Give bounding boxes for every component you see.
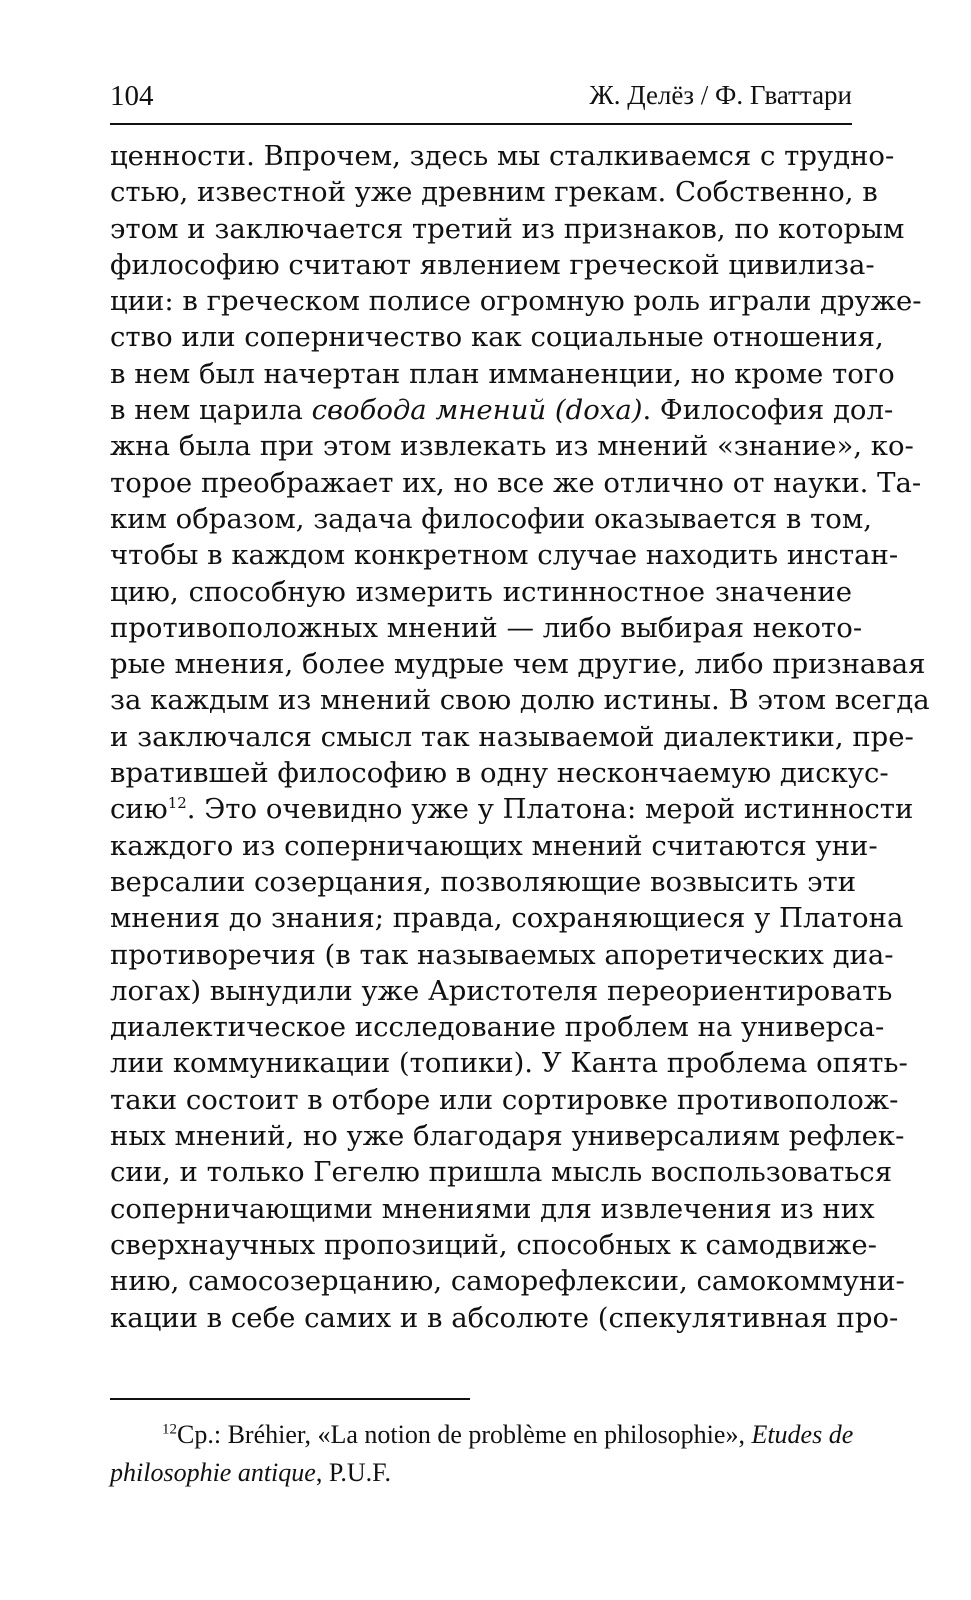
text-line [110, 1082, 899, 1118]
footnote-text: Ср.: Bréhier, «La notion de problème en philosophie», [177, 1420, 752, 1449]
text-segment: сии, и только Гегелю пришла мысль воспользоваться [110, 1156, 893, 1189]
footnote-italic-title: Etudes de [751, 1420, 854, 1449]
text-line [110, 900, 904, 936]
text-segment: таки состоит в отборе или сортировке противополож- [110, 1083, 899, 1116]
text-line [110, 319, 884, 355]
text-segment: стью, известной уже древним грекам. Собственно, в [110, 176, 878, 209]
footnote-rule [110, 1398, 470, 1400]
footnote-italic-title: philosophie antique [110, 1458, 316, 1487]
text-segment: и заключался смысл так называемой диалектики, пре- [110, 720, 914, 753]
text-segment: сверхнаучных пропозиций, способных к самодвиже- [110, 1228, 877, 1261]
text-segment: философию считают явлением греческой цивилиза- [110, 248, 875, 281]
footnote [110, 1416, 852, 1492]
text-line [110, 791, 914, 827]
text-line [110, 501, 872, 537]
text-line [110, 1154, 893, 1190]
text-segment: диалектическое исследование проблем на универса- [110, 1011, 885, 1044]
text-segment: логах) вынудили уже Аристотеля переориентировать [110, 974, 893, 1007]
text-line [110, 465, 922, 501]
page-number: 104 [110, 80, 154, 112]
text-line [110, 646, 926, 682]
text-segment: лии коммуникации (топики). У Канта проблема опять- [110, 1047, 908, 1080]
text-segment: ценности. Впрочем, здесь мы сталкиваемся с трудно- [110, 140, 895, 172]
text-segment: соперничающими мнениями для извлечения из них [110, 1192, 875, 1225]
text-segment: жна была при этом извлекать из мнений «знание», ко- [110, 430, 914, 463]
text-segment: мнения до знания; правда, сохраняющиеся у Платона [110, 902, 904, 935]
text-segment: торое преображает их, но все же отлично от науки. Та- [110, 466, 922, 499]
text-line [110, 682, 930, 718]
text-line [110, 719, 914, 755]
text-line [110, 1191, 875, 1227]
text-segment: в нем был начертан план имманенции, но кроме того [110, 357, 895, 390]
text-line [110, 174, 878, 210]
text-line [110, 937, 894, 973]
text-line [110, 247, 875, 283]
text-line [110, 1009, 885, 1045]
text-line [110, 1118, 905, 1154]
text-line [110, 864, 857, 900]
text-line [110, 755, 889, 791]
footnote-reference: 12 [167, 794, 187, 813]
footnote-marker: 12 [162, 1421, 177, 1438]
text-line [110, 211, 905, 247]
text-segment: кации в себе самих и в абсолюте (спекулятивная про- [110, 1301, 899, 1334]
text-segment: противоположных мнений — либо выбирая некото- [110, 611, 863, 644]
text-segment: чтобы в каждом конкретном случае находить инстан- [110, 539, 899, 572]
footnote-publisher: , P.U.F. [315, 1458, 392, 1487]
text-line [110, 973, 893, 1009]
text-line [110, 138, 895, 174]
text-segment: ким образом, задача философии оказывается в том, [110, 502, 872, 535]
text-line [110, 283, 922, 319]
text-line [110, 537, 899, 573]
text-segment: этом и заключается третий из признаков, по которым [110, 212, 905, 245]
text-line [110, 356, 895, 392]
text-segment: сию [110, 793, 168, 826]
text-segment: версалии созерцания, позволяющие возвысить эти [110, 865, 857, 898]
text-segment: вратившей философию в одну нескончаемую дискус- [110, 757, 889, 790]
text-line [110, 1227, 877, 1263]
footnote-line [110, 1454, 852, 1492]
footnote-line [110, 1416, 852, 1454]
text-line [110, 574, 852, 610]
text-line [110, 392, 894, 428]
text-segment: . Это очевидно уже у Платона: мерой истинности [186, 793, 914, 826]
text-line [110, 428, 914, 464]
text-segment: ции: в греческом полисе огромную роль играли друже- [110, 285, 922, 318]
text-segment: противоречия (в так называемых апоретических диа- [110, 938, 894, 971]
text-segment: рые мнения, более мудрые чем другие, либо признавая [110, 648, 926, 681]
text-segment: ство или соперничество как социальные отношения, [110, 321, 884, 354]
text-segment: ных мнений, но уже благодаря универсалиям рефлек- [110, 1120, 905, 1153]
text-line [110, 610, 863, 646]
running-head: Ж. Делёз / Ф. Гваттари [589, 80, 852, 110]
text-segment: в нем царила [110, 394, 312, 427]
text-line [110, 1300, 899, 1336]
text-line [110, 1263, 905, 1299]
page-header [110, 80, 852, 120]
text-segment: каждого из соперничающих мнений считаются уни- [110, 829, 878, 862]
italic-phrase: свобода мнений (doxa) [311, 394, 643, 427]
header-rule [110, 123, 852, 125]
text-line [110, 828, 878, 864]
text-segment: нию, самосозерцанию, саморефлексии, самокоммуни- [110, 1265, 905, 1298]
body-text [110, 138, 930, 1336]
text-segment: . Философия дол- [642, 394, 894, 427]
text-segment: цию, способную измерить истинностное значение [110, 575, 852, 608]
text-segment: за каждым из мнений свою долю истины. В этом всегда [110, 684, 930, 717]
text-line [110, 1045, 908, 1081]
